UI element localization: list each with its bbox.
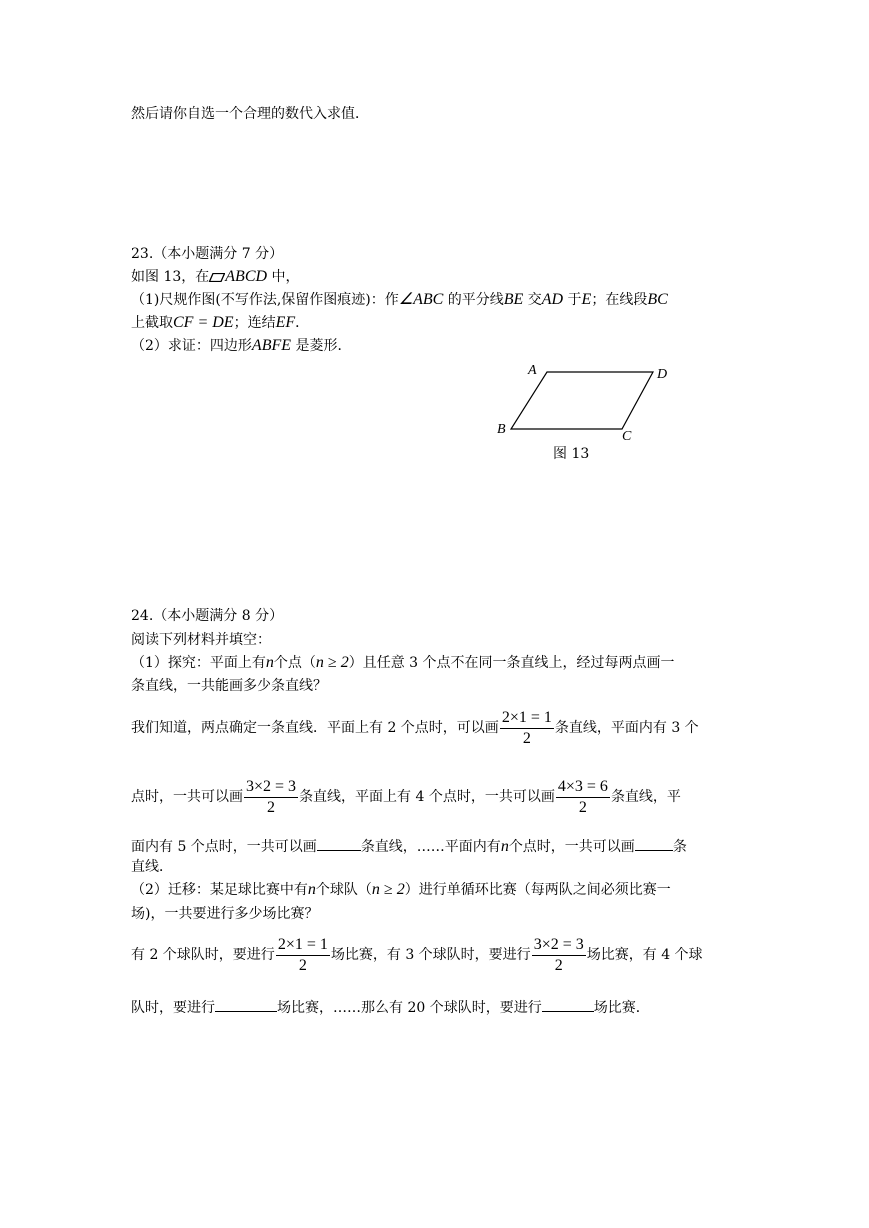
f1-num: 2×1 xyxy=(501,708,527,726)
q24-s2-a: （2）迁移：某足球比赛中有 xyxy=(131,882,308,898)
q24-reason-line2 xyxy=(131,776,681,818)
q22-tail: 然后请你自选一个合理的数代入求值． xyxy=(131,106,369,122)
q24-reason-line3 xyxy=(131,834,687,857)
q23-p1-a: （1)尺规作图(不写作法,保留作图痕迹)：作 xyxy=(131,292,399,308)
q24-r2-b: 条直线，平面上有 4 个点时，一共可以画 xyxy=(299,789,555,805)
q24-team-line2 xyxy=(131,995,650,1018)
q23-header: 23.（本小题满分 7 分） xyxy=(131,246,284,262)
answer-blank-4-teams[interactable] xyxy=(215,995,277,1012)
q23-p2-c: ；连结 xyxy=(233,315,276,331)
q23-p1-b: ∠ABC xyxy=(398,291,444,308)
fraction-denominator: 2 xyxy=(522,729,531,747)
q24-r3-a: 面内有 5 个点时，一共可以画 xyxy=(131,839,317,855)
fraction-numerator xyxy=(556,777,610,798)
parallelogram-abcd xyxy=(511,372,653,429)
q24-r1-b: 条直线，平面内有 3 个 xyxy=(554,720,699,736)
fraction-denominator: 2 xyxy=(554,956,563,974)
q24-s2-cond: n ≥ 2 xyxy=(371,881,405,898)
g1-num: 2×1 xyxy=(277,935,303,953)
q23-p2-d: EF xyxy=(275,314,296,331)
q23-p3-a: （2）求证：四边形 xyxy=(131,338,252,354)
q24-r1-a: 我们知道，两点确定一条直线．平面上有 2 个点时，可以画 xyxy=(131,720,499,736)
q24-r2-a: 点时，一共可以画 xyxy=(131,789,243,805)
q23-part1-line1 xyxy=(131,290,668,310)
q23-p1-g: 于 xyxy=(563,292,582,308)
f2-num: 3×2 xyxy=(246,777,272,795)
q24-s1-c: ）且任意 3 个点不在同一条直线上，经过每两点画一 xyxy=(348,655,675,671)
q24-section2-line2: 场)，一共要进行多少场比赛？ xyxy=(131,906,319,922)
q24-section1-line1 xyxy=(131,653,675,673)
parallelogram-icon xyxy=(209,273,225,282)
q23-p1-j: BC xyxy=(647,291,668,308)
q24-s1-b: 个点（ xyxy=(273,655,316,671)
q24-r3-n: n xyxy=(500,838,509,855)
fraction-3x2 xyxy=(244,777,298,818)
q24-t2-a: 队时，要进行 xyxy=(131,1000,215,1016)
q23-intro xyxy=(131,267,300,287)
q23-intro-c: 中， xyxy=(267,269,300,285)
figure-13-parallelogram xyxy=(490,358,690,468)
q24-t1-b: 场比赛，有 3 个球队时，要进行 xyxy=(330,947,531,963)
q24-t2-b: 场比赛，……那么有 20 个球队时，要进行 xyxy=(277,1000,542,1016)
fraction-numerator xyxy=(276,935,330,956)
g1-eq: = 1 xyxy=(302,935,328,953)
q23-p1-i: ；在线段 xyxy=(591,292,648,308)
fraction-denominator: 2 xyxy=(267,798,276,816)
q24-r3-b: 条直线，……平面内有 xyxy=(360,839,501,855)
q23-intro-a: 如图 13，在 xyxy=(131,269,210,285)
fraction-numerator xyxy=(244,777,298,798)
q24-r2-c: 条直线，平 xyxy=(610,789,681,805)
fraction-2x1 xyxy=(500,708,554,749)
q23-p1-h: E xyxy=(581,291,592,308)
answer-blank-20-teams[interactable] xyxy=(542,995,594,1012)
q24-section2-line1 xyxy=(131,880,671,900)
f3-eq: = 6 xyxy=(582,777,608,795)
figure-caption: 图 13 xyxy=(553,446,590,462)
q23-p1-e: 交 xyxy=(523,292,542,308)
vertex-a-label: A xyxy=(528,363,537,378)
f2-eq: = 3 xyxy=(271,777,297,795)
q23-p2-b: CF = DE xyxy=(173,314,234,331)
vertex-b-label: B xyxy=(497,422,506,437)
q24-t2-c: 场比赛． xyxy=(593,1000,650,1016)
answer-blank-n-points[interactable] xyxy=(635,834,673,851)
fraction-denominator: 2 xyxy=(298,956,307,974)
q23-p1-c: 的平分线 xyxy=(443,292,504,308)
q23-p2-a: 上截取 xyxy=(131,315,173,331)
fraction-teams-2x1 xyxy=(276,935,330,976)
q24-s2-c: ）进行单循环比赛（每两队之间必须比赛一 xyxy=(404,882,671,898)
vertex-c-label: C xyxy=(622,429,632,444)
q23-p3-b: ABFE xyxy=(251,337,292,354)
q23-p2-e: ． xyxy=(295,315,310,331)
q24-section1-line2: 条直线，一共能画多少条直线？ xyxy=(131,678,327,694)
q23-p1-d: BE xyxy=(503,291,524,308)
q23-part2 xyxy=(131,336,351,356)
answer-blank-5-points[interactable] xyxy=(317,834,361,851)
f3-num: 4×3 xyxy=(557,777,583,795)
fraction-denominator: 2 xyxy=(578,798,587,816)
q24-s1-n: n xyxy=(265,654,274,671)
q24-reason-line1 xyxy=(131,707,699,749)
vertex-d-label: D xyxy=(657,367,668,382)
fraction-numerator xyxy=(532,935,586,956)
q23-p3-c: 是菱形． xyxy=(291,338,352,354)
g2-eq: = 3 xyxy=(558,935,584,953)
q24-s2-b: 个球队（ xyxy=(315,882,372,898)
q24-team-line1 xyxy=(131,934,703,976)
q24-s1-cond: n ≥ 2 xyxy=(315,654,349,671)
fraction-numerator xyxy=(500,708,554,729)
g2-num: 3×2 xyxy=(533,935,559,953)
q24-reason-line4: 直线． xyxy=(131,859,173,875)
q24-t1-c: 场比赛，有 4 个球 xyxy=(586,947,703,963)
q24-s1-a: （1）探究：平面上有 xyxy=(131,655,266,671)
q23-p1-f: AD xyxy=(541,291,564,308)
q24-intro: 阅读下列材料并填空： xyxy=(131,632,271,648)
q24-s2-n: n xyxy=(307,881,316,898)
q24-r3-c: 个点时，一共可以画 xyxy=(508,839,635,855)
q23-part1-line2 xyxy=(131,313,309,333)
fraction-4x3 xyxy=(556,777,610,818)
f1-eq: = 1 xyxy=(526,708,552,726)
q23-intro-b: ABCD xyxy=(225,268,268,285)
fraction-teams-3x2 xyxy=(532,935,586,976)
q24-header: 24.（本小题满分 8 分） xyxy=(131,608,284,624)
q24-r3-d: 条 xyxy=(672,839,687,855)
q24-t1-a: 有 2 个球队时，要进行 xyxy=(131,947,275,963)
